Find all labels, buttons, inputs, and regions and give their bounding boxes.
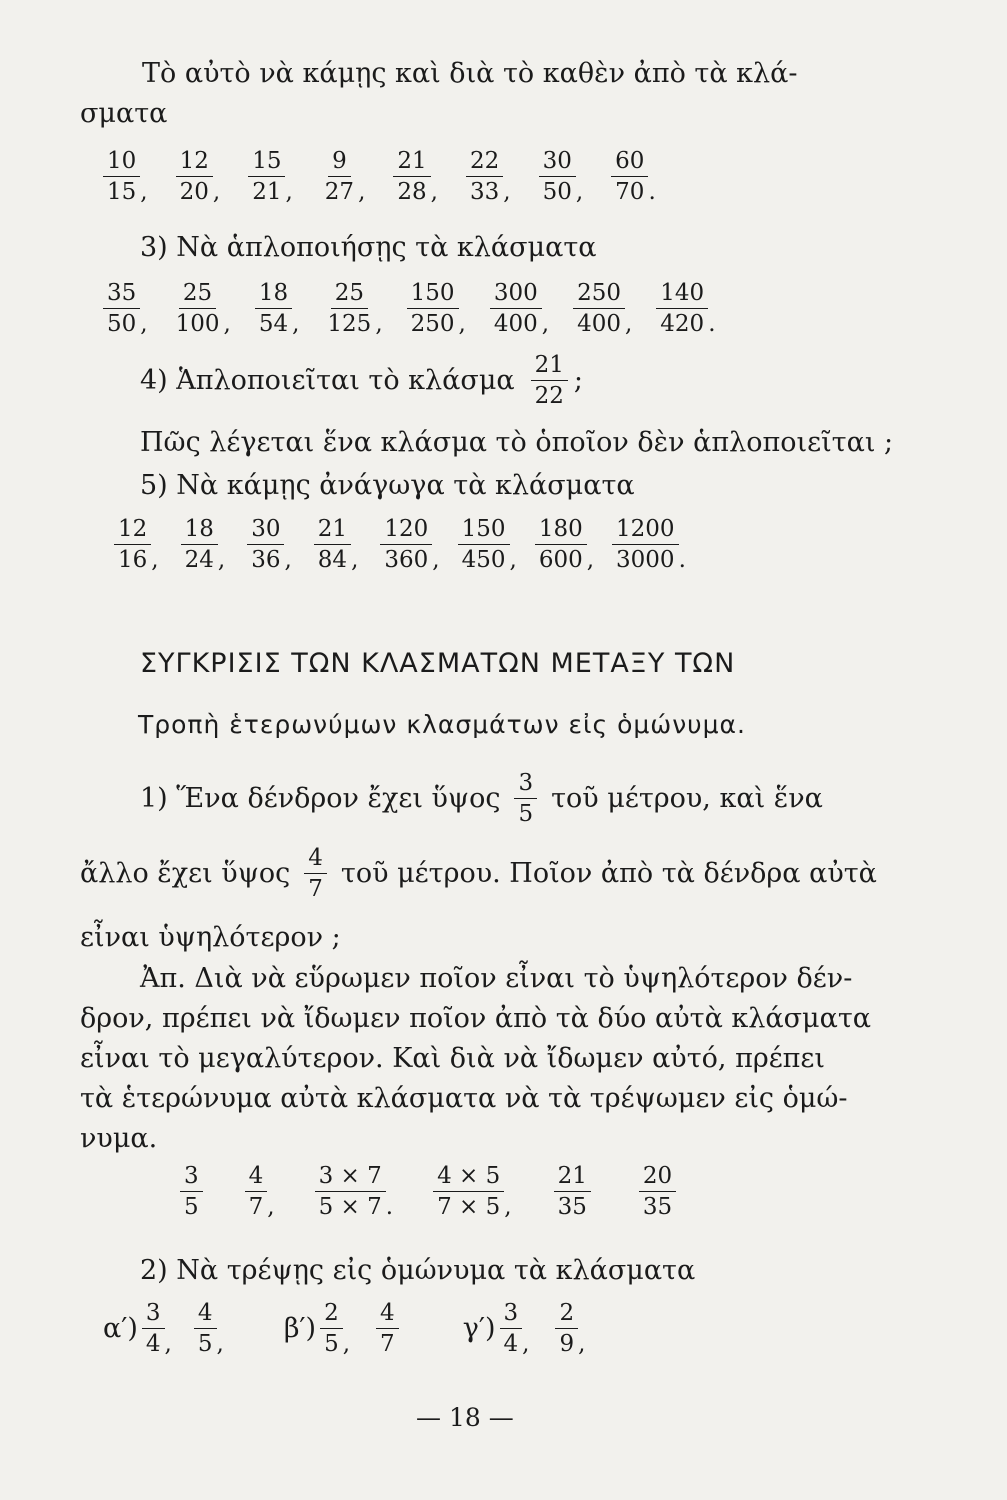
answer-line-3: εἶναι τὸ μεγαλύτερον. Καὶ διὰ νὰ ἴδωμεν αὐτό, πρέπει xyxy=(80,1043,826,1074)
fraction: $\frac{300}{400}$ xyxy=(490,280,542,338)
fraction: $\frac{21}{84}$ xyxy=(314,516,351,574)
fraction: $\frac{150}{250}$ xyxy=(407,280,459,338)
fraction: $\frac{3}{5}$ xyxy=(180,1163,203,1221)
answer-line-5: νυμα. xyxy=(80,1123,158,1154)
p1-end: τοῦ μέτρου, καὶ ἕνα xyxy=(551,782,823,814)
fraction: $\frac{2}{9}$ xyxy=(555,1300,578,1358)
page-number: — 18 — xyxy=(416,1403,514,1432)
fraction: $\frac{25}{100}$ xyxy=(175,280,220,338)
label-gamma: γ′) xyxy=(462,1312,496,1344)
fraction-row-1: $\frac{10}{15}$ , $\frac{12}{20}$ , $\frac{15}{21}$ , $\frac{9}{27}$ , $\frac{21}{28}$ , $\frac{22}{33}$ , $\frac{30}{50}$ , $\frac{60}{70}$ . xyxy=(103,148,656,206)
fraction: $\frac{4}{7}$ xyxy=(376,1300,399,1358)
fraction: $\frac{150}{450}$ xyxy=(458,516,510,574)
paragraph-line-1 xyxy=(140,770,823,828)
exercise-2: 2) Νὰ τρέψῃς εἰς ὁμώνυμα τὰ κλάσματα xyxy=(140,1255,696,1286)
section-heading: ΣΥΓΚΡΙΣΙΣ ΤΩΝ ΚΛΑΣΜΑΤΩΝ ΜΕΤΑΞΥ ΤΩΝ xyxy=(140,648,736,679)
paragraph-line-3: εἶναι ὑψηλότερον ; xyxy=(80,922,341,953)
fraction: $\frac{25}{125}$ xyxy=(327,280,372,338)
text-line-2: σματα xyxy=(80,98,168,129)
question-irreducible: Πῶς λέγεται ἕνα κλάσμα τὸ ὁποῖον δὲν ἁπλοποιεῖται ; xyxy=(140,427,894,458)
section-subheading: Τροπὴ ἑτερωνύμων κλασμάτων εἰς ὁμώνυμα. xyxy=(138,710,746,739)
fraction: $\frac{10}{15}$ xyxy=(103,148,140,206)
fraction: $\frac{4}{7}$ xyxy=(245,1163,268,1221)
fraction: $\frac{4}{7}$ xyxy=(304,845,327,903)
fraction: $\frac{1200}{3000}$ xyxy=(612,516,679,574)
fraction: $\frac{18}{24}$ xyxy=(181,516,218,574)
fraction: $\frac{21}{35}$ xyxy=(554,1163,591,1221)
fraction: $\frac{140}{420}$ xyxy=(656,280,708,338)
p1-start: 1) Ἕνα δένδρον ἔχει ὕψος xyxy=(140,782,501,814)
fraction: $\frac{3}{5}$ xyxy=(514,770,537,828)
fraction-row-3: $\frac{35}{50}$ , $\frac{25}{100}$ , $\frac{18}{54}$ , $\frac{25}{125}$ , $\frac{150}{250}$ , $\frac{300}{400}$ , $\frac{250}{400}$ , $\frac{140}{420}$ . xyxy=(103,280,716,338)
paragraph-line-2 xyxy=(80,845,877,903)
fraction: $\frac{15}{21}$ xyxy=(248,148,285,206)
p2-end: τοῦ μέτρου. Ποῖον ἀπὸ τὰ δένδρα αὐτὰ xyxy=(340,857,877,889)
equivalence-row: $\frac{3}{5}$ $\frac{4}{7}$ , $\frac{3 \times 7}{5 \times 7}$ . $\frac{4 \times 5}{7 \times 5}$ , $\frac{21}{35}$ $\frac{20}{35}$ xyxy=(180,1163,676,1221)
fraction: $\frac{3}{4}$ xyxy=(142,1300,165,1358)
p2-start: ἄλλο ἔχει ὕψος xyxy=(80,857,291,889)
fraction: $\frac{35}{50}$ xyxy=(103,280,140,338)
fraction: $\frac{22}{33}$ xyxy=(466,148,503,206)
fraction: $\frac{9}{27}$ xyxy=(324,148,355,206)
question-mark: ; xyxy=(573,364,584,396)
fraction-row-5: $\frac{12}{16}$ , $\frac{18}{24}$ , $\frac{30}{36}$ , $\frac{21}{84}$ , $\frac{120}{360}$ , $\frac{150}{450}$ , $\frac{180}{600}$ , $\frac{1200}{3000}$ . xyxy=(114,516,686,574)
exercise-4 xyxy=(140,352,583,410)
fraction: $\frac{2}{5}$ xyxy=(320,1300,343,1358)
fraction: $\frac{3}{4}$ xyxy=(500,1300,523,1358)
fraction: $\frac{12}{20}$ xyxy=(176,148,213,206)
fraction: $\frac{12}{16}$ xyxy=(114,516,151,574)
fraction: $\frac{21}{22}$ xyxy=(531,352,568,410)
label-alpha: α′) xyxy=(103,1312,138,1344)
answer-line-4: τὰ ἑτερώνυμα αὐτὰ κλάσματα νὰ τὰ τρέψωμεν εἰς ὁμώ- xyxy=(80,1083,848,1114)
fraction: $\frac{20}{35}$ xyxy=(639,1163,676,1221)
exercise-4-text: 4) Ἁπλοποιεῖται τὸ κλάσμα xyxy=(140,364,515,396)
exercise-5: 5) Νὰ κάμῃς ἀνάγωγα τὰ κλάσματα xyxy=(140,470,635,501)
fraction: $\frac{4}{5}$ xyxy=(194,1300,217,1358)
fraction: $\frac{120}{360}$ xyxy=(380,516,432,574)
fraction: $\frac{250}{400}$ xyxy=(573,280,625,338)
fraction: $\frac{30}{50}$ xyxy=(539,148,576,206)
text-line-1: Τὸ αὐτὸ νὰ κάμῃς καὶ διὰ τὸ καθὲν ἀπὸ τὰ κλά- xyxy=(142,58,798,89)
fraction: $\frac{30}{36}$ xyxy=(247,516,284,574)
fraction: $\frac{4 \times 5}{7 \times 5}$ xyxy=(433,1163,504,1221)
fraction: $\frac{18}{54}$ xyxy=(255,280,292,338)
fraction: $\frac{21}{28}$ xyxy=(393,148,430,206)
label-beta: β′) xyxy=(283,1312,317,1344)
exercise-2-fractions: α′) $\frac{3}{4}$ , $\frac{4}{5}$ , β′) $\frac{2}{5}$ , $\frac{4}{7}$ γ′) $\frac{3}{4}$ , $\frac{2}{9}$ , xyxy=(103,1300,586,1358)
fraction: $\frac{180}{600}$ xyxy=(535,516,587,574)
fraction: $\frac{3 \times 7}{5 \times 7}$ xyxy=(315,1163,386,1221)
fraction: $\frac{60}{70}$ xyxy=(611,148,648,206)
answer-line-2: δρον, πρέπει νὰ ἴδωμεν ποῖον ἀπὸ τὰ δύο αὐτὰ κλάσματα xyxy=(80,1003,872,1034)
answer-line-1: Ἀπ. Διὰ νὰ εὕρωμεν ποῖον εἶναι τὸ ὑψηλότερον δέν- xyxy=(140,963,853,994)
exercise-3: 3) Νὰ ἁπλοποιήσῃς τὰ κλάσματα xyxy=(140,232,597,263)
